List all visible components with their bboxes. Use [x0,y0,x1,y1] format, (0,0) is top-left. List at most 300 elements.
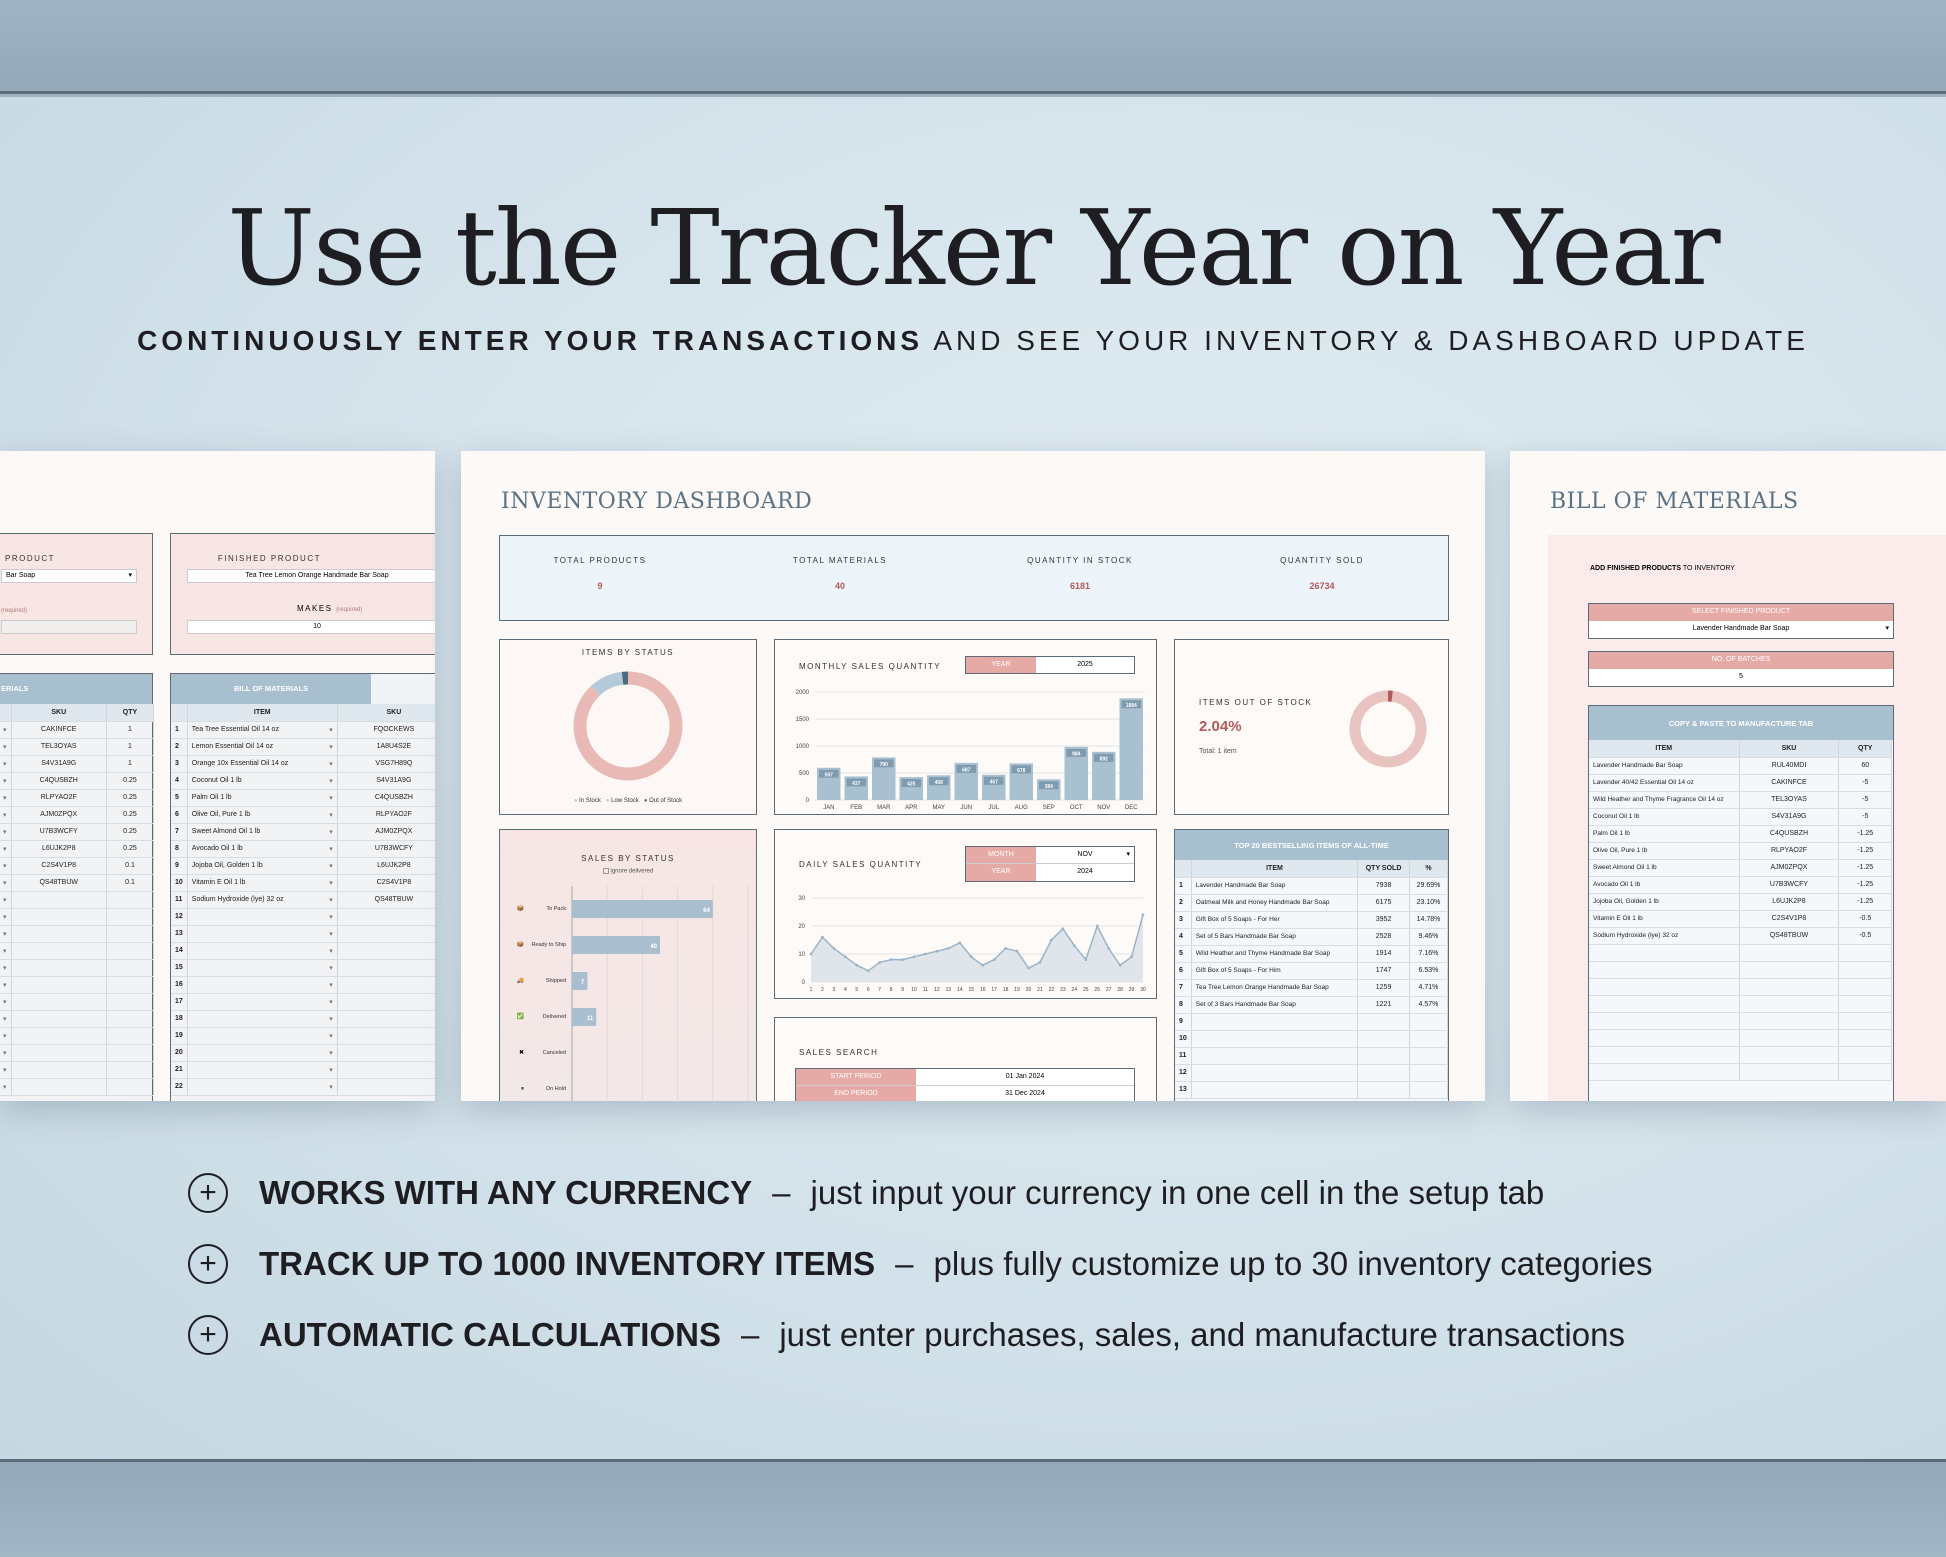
table-row[interactable] [171,789,435,806]
x-tick-label: SEP [1042,805,1055,811]
monthly-sales-title: MONTHLY SALES QUANTITY [799,662,942,671]
product-required: (required) [1,608,28,614]
monthly-sales-chart [775,682,1155,812]
y-tick-label: 30 [798,896,805,902]
table-row [1175,928,1448,945]
table-header-row [171,704,435,721]
x-tick-label: 20 [1025,987,1032,993]
x-tick-label: APR [905,805,918,811]
table-row[interactable] [171,1078,435,1095]
qty-cell [1839,1029,1892,1046]
sku-cell [1739,1012,1839,1029]
data-point [1119,964,1122,967]
bom-table-box [170,673,435,1101]
kpi-value: 40 [834,581,845,591]
chevron-down-icon: ▾ [329,1032,333,1040]
daily-year-select[interactable] [966,864,1134,881]
data-point [832,947,835,950]
table-row[interactable] [0,823,154,840]
sales-search-form [795,1068,1135,1101]
legend-out-of-stock: Out of Stock [649,798,683,804]
kpi-strip [499,535,1449,621]
y-tick-label: Shipped [545,978,566,984]
data-point [855,964,858,967]
item-cell [1589,995,1739,1012]
chevron-down-icon: ▾ [329,896,333,904]
rank-cell: 2 [1175,894,1191,911]
sku-cell: RLPYAO2F [1739,842,1839,859]
status-icon: ✖ [518,1049,524,1056]
chevron-down-icon: ▾ [0,823,11,840]
data-point [810,953,813,956]
item-cell: Oatmeal Milk and Honey Handmade Bar Soap [1191,894,1357,911]
item-cell [187,1027,337,1044]
data-point [844,955,847,958]
sku-cell: FQOCKEWS [337,721,435,738]
qty-sold-cell: 1259 [1358,979,1410,996]
qty-sold-cell: 1221 [1358,996,1410,1013]
rank-cell: 11 [1175,1047,1191,1064]
item-cell: Palm Oil 1 lb ▾ [187,789,337,806]
col-header [1175,860,1191,877]
row-number: 9 [171,857,187,874]
table-row[interactable] [171,738,435,755]
table-row[interactable] [0,755,154,772]
kpi-value: 9 [597,581,603,591]
table-row[interactable] [171,925,435,942]
monthly-year-select[interactable] [965,656,1135,674]
col-header [171,704,187,721]
row-number: 5 [171,789,187,806]
top20-card [1174,829,1449,1101]
sku-cell [1739,1063,1839,1080]
table-row[interactable] [0,976,154,993]
chevron-down-icon: ▾ [0,772,11,789]
table-row[interactable] [171,1044,435,1061]
item-cell: Jojoba Oil, Golden 1 lb [1589,893,1739,910]
rank-cell: 13 [1175,1081,1191,1098]
table-row [1589,978,1892,995]
sku-cell [1739,944,1839,961]
table-row[interactable] [0,1027,154,1044]
chevron-down-icon: ▾ [329,1049,333,1057]
data-point [958,941,961,944]
finished-product-label: FINISHED PRODUCT [217,554,321,563]
table-row[interactable] [0,857,154,874]
status-icon: 🚚 [516,977,524,984]
y-tick-label: 0 [801,980,805,986]
sku-cell [1739,1029,1839,1046]
item-cell: Lavender 40/42 Essential Oil 14 oz [1589,774,1739,791]
batches-value: 5 [1589,669,1893,686]
table-row[interactable] [171,772,435,789]
qty-cell [106,1044,153,1061]
table-row[interactable] [171,721,435,738]
table-row[interactable] [0,874,154,891]
table-row[interactable] [171,993,435,1010]
hero-subtitle [0,325,1946,357]
chevron-down-icon: ▾ [0,1061,11,1078]
x-tick-label: DEC [1124,805,1138,811]
data-label: 437 [852,780,861,787]
sku-cell: C2S4V1P8 [11,857,106,874]
qty-cell [106,976,153,993]
row-number: 17 [171,993,187,1010]
qty-cell [106,1061,153,1078]
item-cell [1191,1030,1357,1047]
x-tick-label: 11 [922,987,929,993]
feature-bold: TRACK UP TO 1000 INVENTORY ITEMS [259,1244,876,1282]
chevron-down-icon: ▾ [0,1044,11,1061]
bom-right-table [1589,740,1892,1081]
feature-text: just input your currency in one cell in the setup tab [810,1173,1545,1211]
chevron-down-icon: ▾ [329,913,333,921]
sku-cell: C4QUSBZH [1739,825,1839,842]
chevron-down-icon: ▾ [329,828,333,836]
table-row[interactable] [171,755,435,772]
table-row[interactable] [0,908,154,925]
qty-cell: 1 [106,755,153,772]
sku-cell [11,891,106,908]
table-row [1175,979,1448,996]
qty-cell: -1.25 [1839,825,1892,842]
item-cell: Set of 3 Bars Handmade Bar Soap [1191,996,1357,1013]
rank-cell: 1 [1175,877,1191,894]
data-point [878,961,881,964]
y-tick-label: Delivered [542,1014,566,1020]
table-row[interactable] [0,993,154,1010]
item-cell: Wild Heather and Thyme Handmade Bar Soap [1191,945,1357,962]
sku-cell [337,1078,435,1095]
plus-circle-icon: + [188,1173,228,1213]
col-header: QTY [106,704,153,721]
table-row [1589,842,1892,859]
qty-sold-cell: 3952 [1358,911,1410,928]
table-row[interactable] [0,1078,154,1095]
table-row[interactable] [0,789,154,806]
qty-sold-cell [1358,1081,1410,1098]
y-tick-label: 2000 [795,690,809,696]
qty-cell: -5 [1839,774,1892,791]
ignore-delivered-checkbox[interactable] [500,868,756,875]
kpi-label: TOTAL PRODUCTS [553,556,647,565]
sku-cell: C2S4V1P8 [1739,910,1839,927]
makes-required: (required) [336,607,363,613]
table-row[interactable] [171,806,435,823]
select-finished-value: Lavender Handmade Bar Soap [1692,625,1790,632]
add-finished-rest: TO INVENTORY [1682,565,1735,572]
item-cell [187,908,337,925]
chevron-down-icon: ▾ [329,743,333,751]
chevron-down-icon: ▾ [0,806,11,823]
table-row[interactable] [0,738,154,755]
data-point [1016,950,1019,953]
feature-bold: WORKS WITH ANY CURRENCY [259,1173,753,1211]
chevron-down-icon: ▾ [329,981,333,989]
table-row[interactable] [0,721,154,738]
table-row[interactable] [0,1010,154,1027]
sku-cell [11,925,106,942]
finished-product-box [170,533,435,655]
bar [572,936,660,954]
sku-cell: QS48TBUW [11,874,106,891]
qty-cell [1839,1012,1892,1029]
x-tick-label: MAY [932,805,946,811]
row-number: 10 [171,874,187,891]
kpi-total-products [500,556,700,591]
x-tick-label: 10 [911,987,917,993]
sku-cell: TEL3OYAS [1739,791,1839,808]
item-cell [187,1010,337,1027]
table-row [1175,877,1448,894]
chevron-down-icon: ▾ [329,777,333,785]
sku-cell: QS48TBUW [337,891,435,908]
table-row [1175,945,1448,962]
chevron-down-icon: ▾ [0,1010,11,1027]
sku-cell: TEL3OYAS [11,738,106,755]
kpi-label: QUANTITY SOLD [1280,556,1364,565]
sku-cell [1739,978,1839,995]
data-point [1096,925,1099,928]
table-row[interactable] [171,857,435,874]
hero-title: Use the Tracker Year on Year [227,187,1719,309]
qty-cell [106,959,153,976]
sku-cell [337,959,435,976]
sku-cell [337,1044,435,1061]
table-row[interactable] [171,891,435,908]
row-number: 15 [171,959,187,976]
pct-cell: 14.78% [1409,911,1447,928]
table-row [1589,1029,1892,1046]
x-tick-label: 26 [1094,987,1100,993]
table-row [1589,859,1892,876]
item-cell [187,925,337,942]
data-point [970,955,973,958]
row-number: 8 [171,840,187,857]
table-row [1175,911,1448,928]
year-label: YEAR [966,657,1036,673]
qty-cell [106,993,153,1010]
data-label: 7 [581,980,585,986]
x-tick-label: 14 [957,987,963,993]
sku-cell [337,1027,435,1044]
item-cell: Lemon Essential Oil 14 oz ▾ [187,738,337,755]
table-row[interactable] [0,772,154,789]
item-cell [1191,1081,1357,1098]
chevron-down-icon: ▾ [329,845,333,853]
manufacture-copy-box [1588,705,1894,1101]
item-cell: Tea Tree Essential Oil 14 oz ▾ [187,721,337,738]
materials-table-box [0,673,153,1101]
table-row[interactable] [171,942,435,959]
chevron-down-icon: ▾ [1885,625,1889,632]
select-finished-value-wrap [1589,621,1893,638]
daily-year-label: YEAR [966,864,1036,881]
table-row [1175,1047,1448,1064]
table-row[interactable] [171,1061,435,1078]
table-header-row [1589,740,1892,757]
data-label: 687 [962,767,971,774]
table-row[interactable] [171,840,435,857]
daily-sales-title: DAILY SALES QUANTITY [799,860,923,869]
kpi-qty-in-stock [980,556,1180,591]
chevron-down-icon: ▾ [0,721,11,738]
table-row[interactable] [171,874,435,891]
row-number: 11 [171,891,187,908]
data-label: 384 [1044,783,1053,790]
x-tick-label: 2 [821,987,824,993]
top-band [0,0,1946,94]
item-cell: Wild Heather and Thyme Fragrance Oil 14 oz [1589,791,1739,808]
chevron-down-icon: ▾ [0,891,11,908]
row-number: 6 [171,806,187,823]
data-point [1004,947,1007,950]
table-row[interactable] [0,806,154,823]
end-period-field[interactable] [796,1086,1134,1101]
month-select[interactable] [966,847,1134,864]
table-row[interactable] [0,925,154,942]
x-tick-label: 18 [1002,987,1009,993]
table-row[interactable] [0,942,154,959]
start-period-field[interactable] [796,1069,1134,1086]
x-tick-label: 1 [809,987,813,993]
product-qty-field[interactable] [1,620,137,634]
col-header [0,704,11,721]
qty-cell: -1.25 [1839,876,1892,893]
y-tick-label: On Hold [545,1086,566,1092]
plus-circle-icon: + [188,1244,228,1284]
row-number: 7 [171,823,187,840]
finished-product-select[interactable] [187,569,435,583]
sales-by-status-chart [500,886,756,1101]
bar [1120,698,1144,800]
data-point [993,958,996,961]
table-row[interactable] [0,891,154,908]
data-label: 597 [824,772,833,779]
select-finished-product[interactable] [1588,603,1894,639]
data-point [867,969,870,972]
x-tick-label: 16 [979,987,986,993]
chevron-down-icon: ▾ [0,1027,11,1044]
out-of-stock-total: Total: 1 item [1199,748,1237,755]
row-number: 16 [171,976,187,993]
qty-cell: -1.25 [1839,893,1892,910]
table-row [1175,996,1448,1013]
qty-cell [1839,1046,1892,1063]
data-point [981,964,984,967]
x-tick-label: 7 [878,987,882,993]
x-tick-label: JUL [988,805,1000,811]
row-number: 13 [171,925,187,942]
sku-cell [337,1061,435,1078]
sku-cell [1739,995,1839,1012]
table-row[interactable] [0,840,154,857]
data-point [1027,967,1030,970]
chevron-down-icon: ▾ [329,1083,333,1091]
qty-cell: -0.5 [1839,910,1892,927]
table-row[interactable] [171,959,435,976]
chevron-down-icon: ▾ [0,959,11,976]
x-tick-label: 19 [1014,987,1020,993]
sku-cell [337,993,435,1010]
batches-field[interactable] [1588,651,1894,687]
rank-cell: 10 [1175,1030,1191,1047]
feature-text: just enter purchases, sales, and manufacture transactions [779,1315,1625,1353]
makes-input[interactable] [187,620,435,634]
x-tick-label: OCT [1069,805,1083,811]
table-row[interactable] [0,959,154,976]
product-select[interactable] [1,569,137,583]
pct-cell: 7.16% [1409,945,1447,962]
sku-cell [337,976,435,993]
x-tick-label: 8 [889,987,893,993]
start-period-label: START PERIOD [796,1069,916,1085]
sku-cell [11,942,106,959]
table-row[interactable] [171,823,435,840]
item-cell: Orange 10x Essential Oil 14 oz ▾ [187,755,337,772]
data-label: 425 [907,781,916,788]
x-tick-label: 3 [832,987,836,993]
table-row [1589,944,1892,961]
sku-cell: RUL40MDI [1739,757,1839,774]
feature-text: plus fully customize up to 30 inventory categories [933,1244,1653,1282]
col-header: % [1409,860,1447,877]
table-row[interactable] [0,1044,154,1061]
month-value-wrap [1036,847,1134,863]
feature-bullet [188,1228,1653,1299]
sku-cell [11,1061,106,1078]
item-cell [187,1061,337,1078]
kpi-total-materials [740,556,940,591]
table-row[interactable] [171,1027,435,1044]
sku-cell [11,1078,106,1095]
table-row [1589,791,1892,808]
item-cell: Vitamin E Oil 1 lb [1589,910,1739,927]
table-row [1175,962,1448,979]
data-point [924,953,927,956]
sku-cell: CAKINFCE [1739,774,1839,791]
table-row[interactable] [171,908,435,925]
item-cell [187,959,337,976]
col-header: QTY [1839,740,1892,757]
table-row [1589,893,1892,910]
bom-panel [1510,451,1946,1101]
item-cell: Coconut Oil 1 lb ▾ [187,772,337,789]
col-header: SKU [337,704,435,721]
chevron-down-icon: ▾ [0,874,11,891]
y-tick-label: 1500 [795,717,809,723]
chevron-down-icon: ▾ [0,976,11,993]
table-row[interactable] [171,976,435,993]
stage [0,97,1946,1459]
y-tick-label: 1000 [795,744,809,750]
item-cell: Set of 5 Bars Handmade Bar Soap [1191,928,1357,945]
item-cell [1589,978,1739,995]
item-cell [1589,961,1739,978]
qty-sold-cell: 2528 [1358,928,1410,945]
table-row[interactable] [0,1061,154,1078]
table-row [1589,1012,1892,1029]
qty-cell: -5 [1839,791,1892,808]
sku-cell: C4QUSBZH [11,772,106,789]
chevron-down-icon: ▾ [0,925,11,942]
table-row [1589,825,1892,842]
y-tick-label: 20 [798,924,805,930]
chevron-down-icon: ▾ [0,738,11,755]
daily-year-value: 2024 [1036,864,1134,881]
row-number: 14 [171,942,187,959]
table-row[interactable] [171,1010,435,1027]
